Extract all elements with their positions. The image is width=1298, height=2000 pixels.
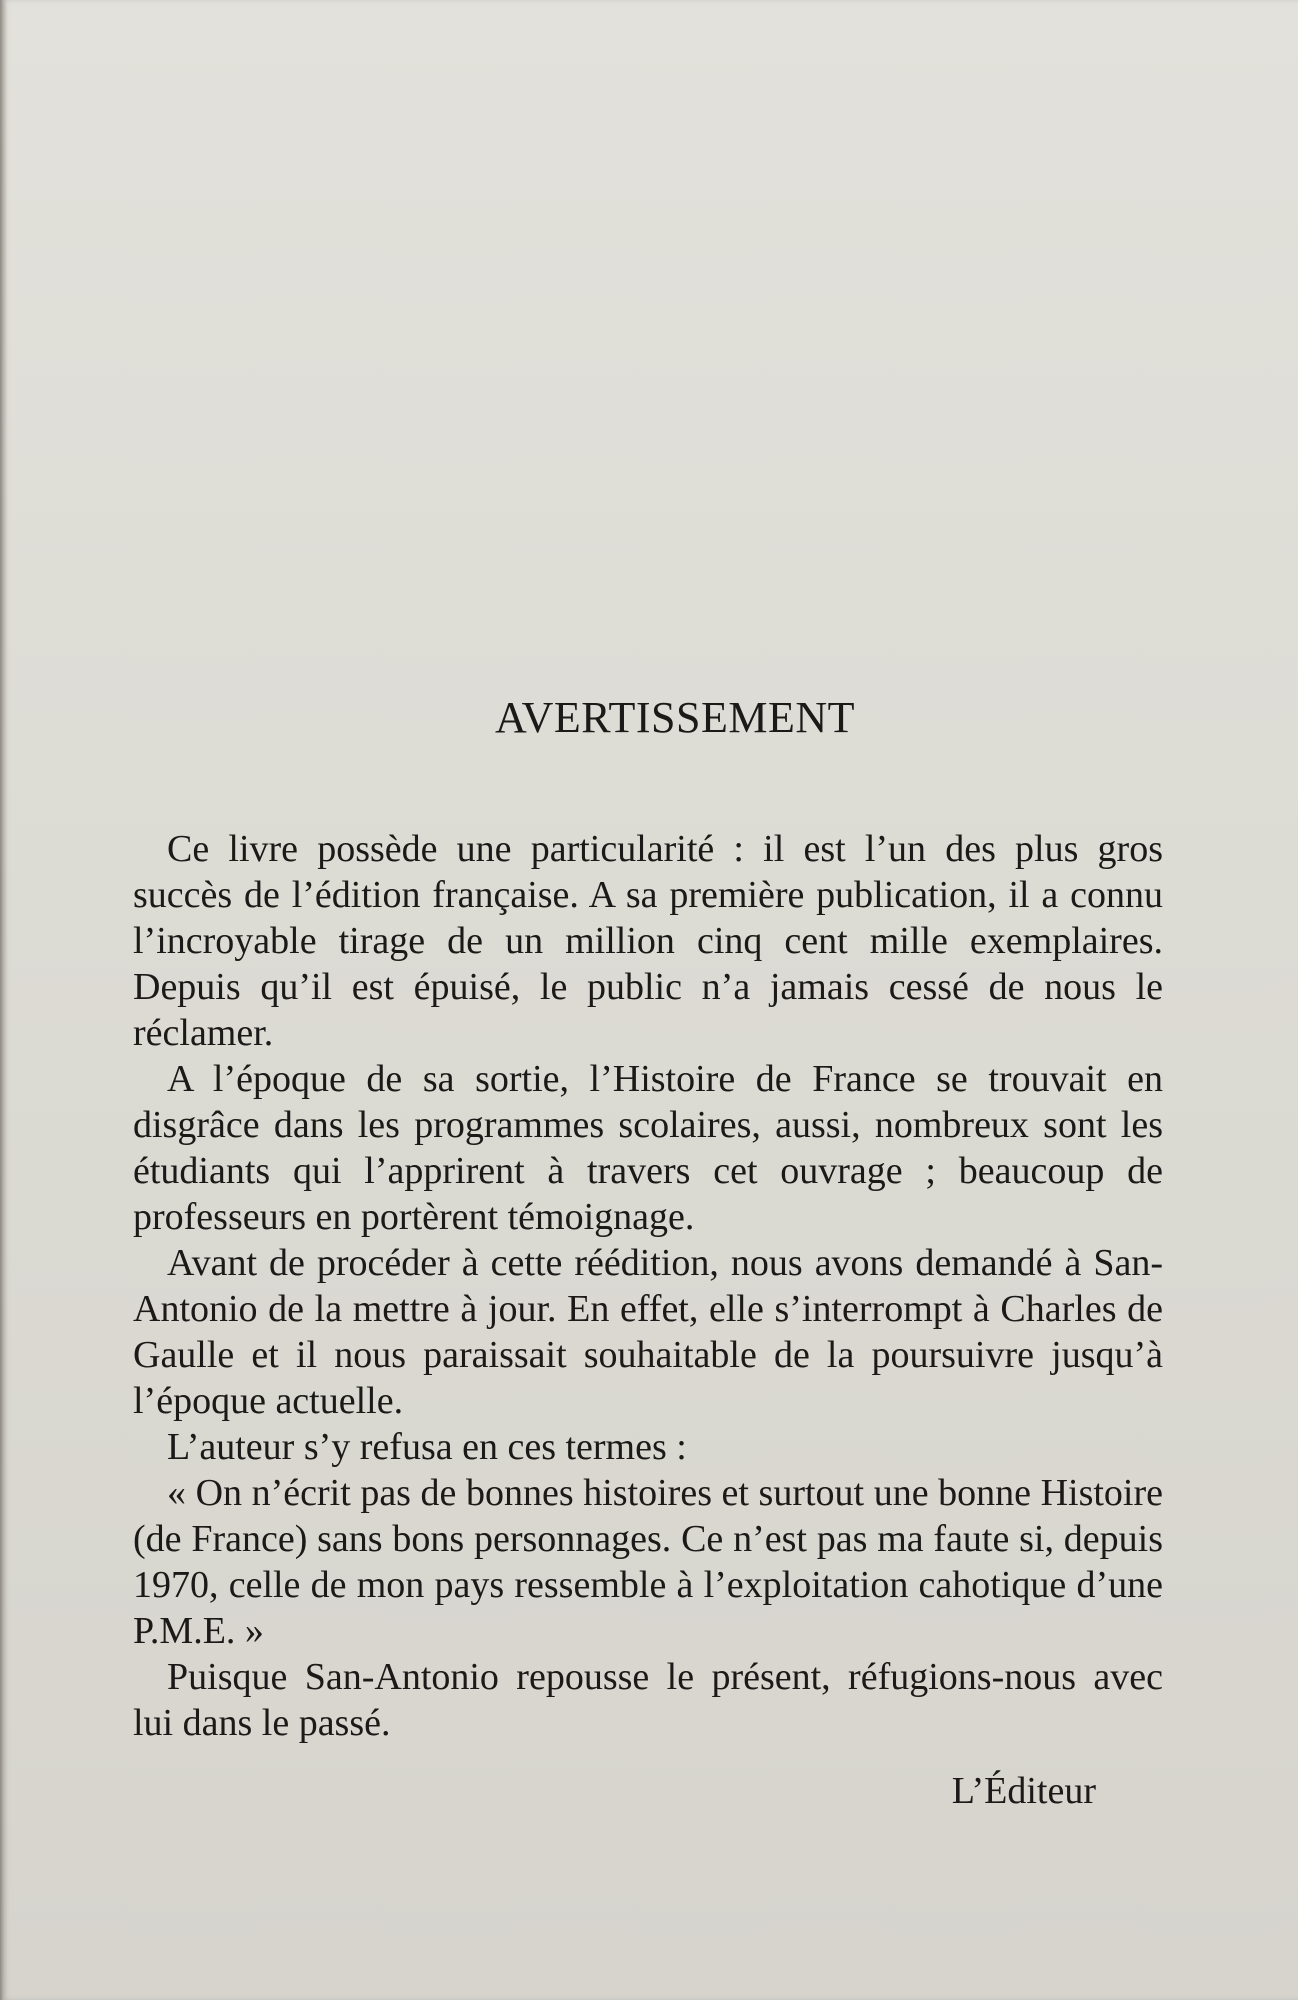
paragraph-quote: « On n’écrit pas de bonnes histoires et surtout une bonne Histoire (de France) sans bons personnages. Ce n’est pas ma faute si, depuis 1970, celle de mon pays ressemble à l’exploitation cahotique d’une P.M.E. » bbox=[133, 1472, 1163, 1652]
paragraph-refusal: L’auteur s’y refusa en ces termes : bbox=[167, 1426, 687, 1468]
page-spine-edge bbox=[0, 0, 7, 2000]
notice-body bbox=[133, 826, 1163, 1746]
paragraph-closing: Puisque San-Antonio repousse le présent, réfugions-nous avec lui dans le passé. bbox=[133, 1656, 1163, 1744]
page-title: AVERTISSEMENT bbox=[495, 693, 855, 742]
paragraph-context: A l’époque de sa sortie, l’Histoire de France se trouvait en disgrâce dans les programmes scolaires, aussi, nombreux sont les étudiants qui l’apprirent à travers cet ouvrage ; beaucoup de professeurs en portèrent témoignage. bbox=[133, 1058, 1163, 1238]
paragraph-intro: Ce livre possède une particularité : il est l’un des plus gros succès de l’édition française. A sa première publication, il a connu l’incroyable tirage de un million cinq cent mille exemplaires. Depuis qu’il est épuisé, le public n’a jamais cessé de nous le réclamer. bbox=[133, 828, 1163, 1054]
editor-signature: L’Éditeur bbox=[951, 1770, 1096, 1812]
paragraph-reedition: Avant de procéder à cette réédition, nous avons demandé à San-Antonio de la mettre à jour. En effet, elle s’interrompt à Charles de Gaulle et il nous paraissait souhaitable de la poursuivre jusqu’à l’époque actuelle. bbox=[133, 1242, 1163, 1422]
